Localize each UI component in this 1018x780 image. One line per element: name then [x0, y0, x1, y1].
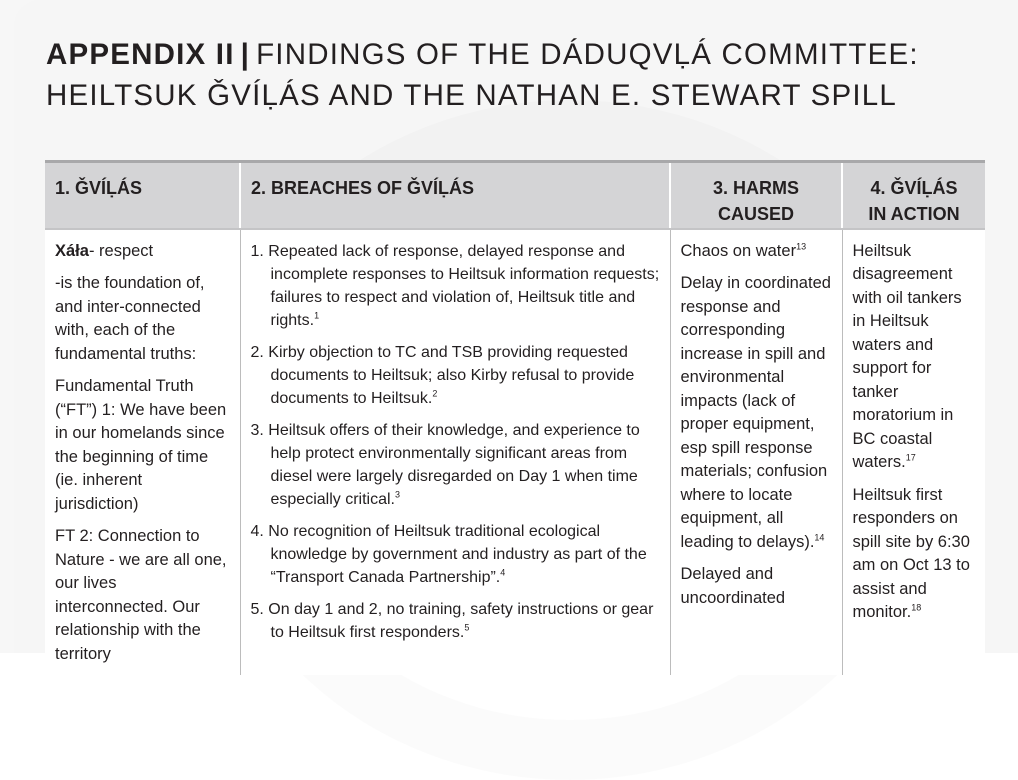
header-harms-line-1: 3. HARMS — [712, 178, 799, 198]
term-definition: - respect — [88, 241, 154, 260]
footnote-ref: 17 — [905, 452, 916, 463]
title-line-1 — [46, 34, 919, 75]
breaches-list — [251, 240, 660, 644]
term-paragraph — [55, 240, 230, 264]
breach-text: 5. On day 1 and 2, no training, safety instructions or gear to Heiltsuk first responders. — [250, 600, 654, 641]
table-header-row — [45, 162, 985, 229]
harm-text: Chaos on water — [680, 241, 797, 260]
in-action-cell — [842, 229, 985, 676]
harm-item — [681, 240, 832, 264]
title-separator: | — [240, 38, 251, 71]
title-line-2: HEILTSUK ǦVÍḶÁS AND THE NATHAN E. STEWART SPILL — [46, 79, 897, 112]
action-item — [853, 484, 976, 625]
header-in-action — [842, 162, 985, 229]
gvilas-cell — [45, 229, 240, 676]
breach-text: 1. Repeated lack of response, delayed response and incomplete responses to Heiltsuk information requests; failures to respect and violation of, Heiltsuk title and rights. — [250, 242, 660, 329]
harm-text: Delay in coordinated response and corresponding increase in spill and environmental impacts (lack of proper equipment, esp spill response materials; confusion where to locate equipment, all leading to delays). — [680, 274, 831, 551]
harm-item — [681, 563, 832, 610]
header-breaches: 2. BREACHES OF ǦVÍḶÁS — [240, 162, 670, 229]
breach-text: 4. No recognition of Heiltsuk traditional ecological knowledge by government and industry as part of the “Transport Canada Partnership”. — [250, 522, 647, 586]
header-in-action-line-1: 4. ǦVÍḶÁS — [870, 178, 958, 198]
footnote-ref: 3 — [394, 489, 400, 500]
footnote-ref: 5 — [464, 622, 470, 633]
gvilas-paragraph: FT 2: Connection to Nature - we are all one, our lives interconnected. Our relationship with the territory — [55, 527, 227, 663]
breach-item — [251, 598, 660, 644]
table-row — [45, 229, 985, 676]
header-gvilas: 1. ǦVÍḶÁS — [45, 162, 240, 229]
footnote-ref: 14 — [814, 532, 825, 542]
harm-text: Delayed and uncoordinated — [680, 565, 786, 607]
breach-item — [251, 341, 660, 410]
page-title — [46, 34, 919, 116]
footnote-ref: 4 — [500, 567, 506, 578]
action-text: Heiltsuk disagreement with oil tankers in Heiltsuk waters and support for tanker moratorium in BC coastal waters. — [852, 241, 962, 471]
gvilas-paragraph: -is the foundation of, and inter-connected with, each of the fundamental truths: — [55, 274, 205, 363]
gvilas-paragraph: Fundamental Truth (“FT”) 1: We have been in our homelands since the beginning of time (ie. inherent jurisdiction) — [55, 377, 227, 513]
harms-cell — [670, 229, 842, 676]
header-harms — [670, 162, 842, 229]
header-harms-line-2: CAUSED — [717, 204, 794, 224]
action-text: Heiltsuk first responders on spill site by 6:30 am on Oct 13 to assist and monitor. — [852, 485, 970, 621]
breach-text: 2. Kirby objection to TC and TSB providing requested documents to Heiltsuk; also Kirby refusal to provide documents to Heiltsuk. — [250, 343, 635, 407]
footnote-ref: 18 — [911, 602, 922, 613]
harm-item — [681, 272, 832, 554]
findings-table — [45, 160, 985, 675]
action-item — [853, 240, 976, 475]
term-name: Xáła — [55, 241, 89, 260]
footnote-ref: 2 — [432, 388, 438, 399]
appendix-label: APPENDIX II — [46, 38, 235, 71]
breach-text: 3. Heiltsuk offers of their knowledge, and experience to help protect environmentally significant areas from diesel were largely disregarded on Day 1 when time especially critical. — [250, 421, 640, 508]
breaches-cell — [240, 229, 670, 676]
footnote-ref: 1 — [314, 310, 320, 321]
breach-item — [251, 240, 660, 332]
title-text-1: FINDINGS OF THE DÁDUQVḶÁ COMMITTEE: — [256, 38, 919, 71]
header-in-action-line-2: IN ACTION — [868, 204, 960, 224]
breach-item — [251, 520, 660, 589]
breach-item — [251, 419, 660, 511]
footnote-ref: 13 — [796, 241, 807, 251]
